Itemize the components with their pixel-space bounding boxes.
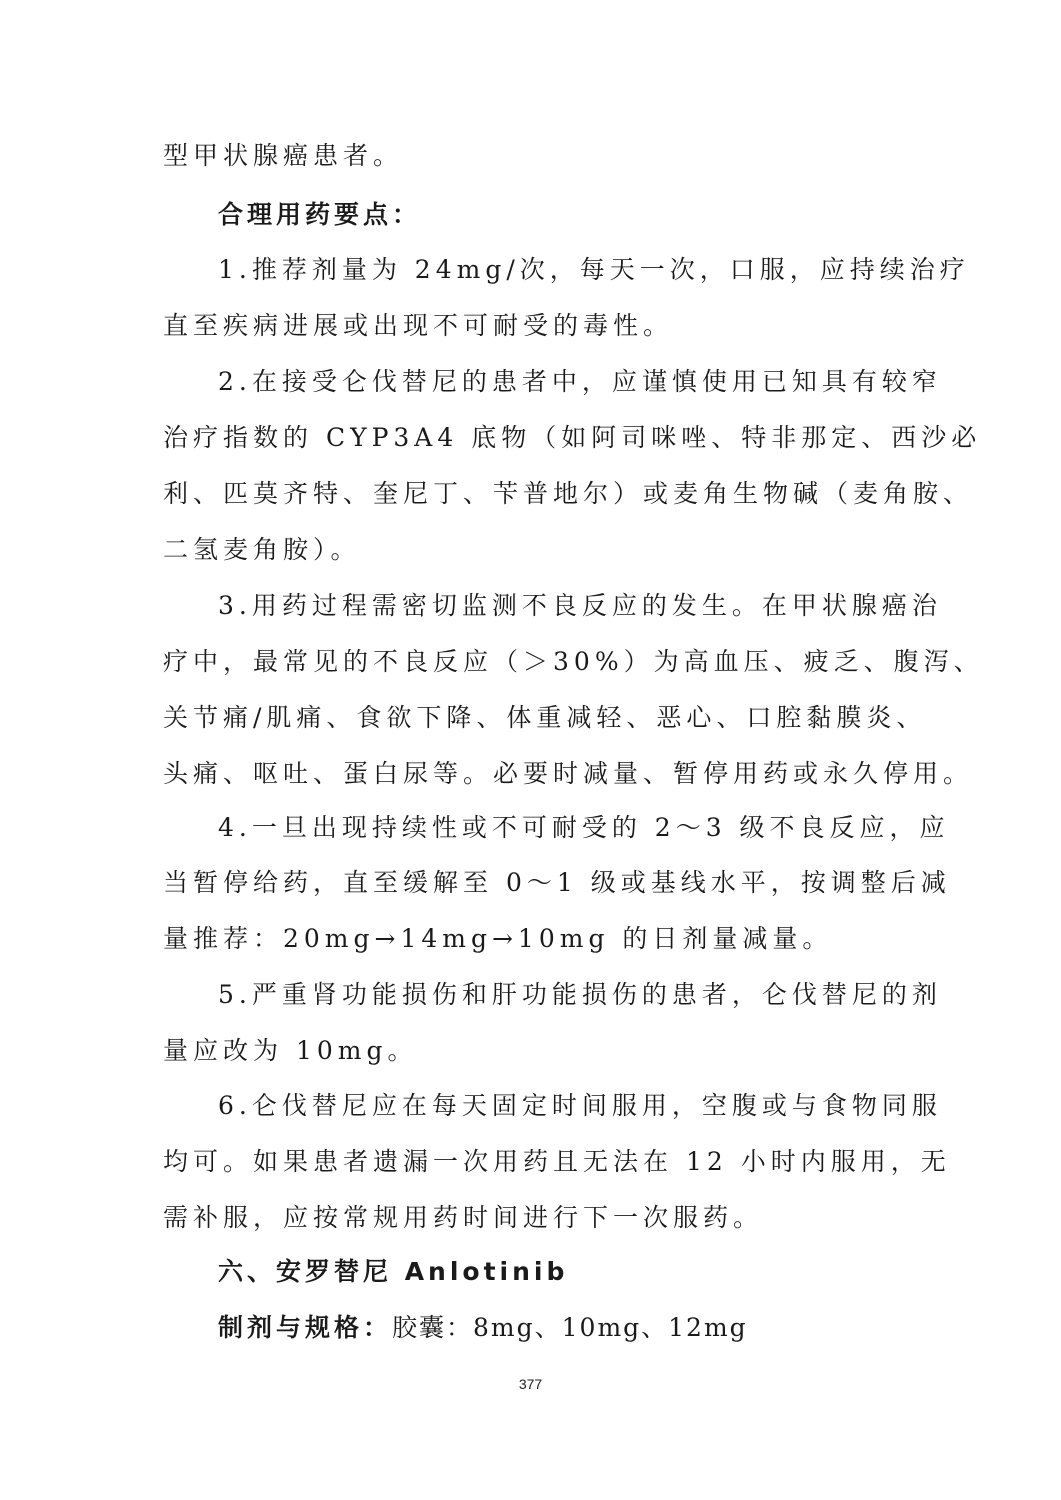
paragraph-line: 头痛、呕吐、蛋白尿等。必要时减量、暂停用药或永久停用。 [163, 759, 974, 788]
formulation-line [218, 1308, 748, 1348]
paragraph-line: 二氢麦角胺）。 [163, 535, 361, 564]
paragraph-line: 6.仑伐替尼应在每天固定时间服用，空腹或与食物同服 [218, 1091, 942, 1120]
paragraph-line: 关节痛/肌痛、食欲下降、体重减轻、恶心、口腔黏膜炎、 [163, 703, 927, 732]
paragraph-line: 5.严重肾功能损伤和肝功能损伤的患者，仑伐替尼的剂 [218, 980, 942, 1009]
section-heading-anlotinib: 六、安罗替尼 Anlotinib [218, 1257, 569, 1286]
paragraph-line: 均可。如果患者遗漏一次用药且无法在 12 小时内服用，无 [163, 1147, 951, 1176]
paragraph-line: 利、匹莫齐特、奎尼丁、苄普地尔）或麦角生物碱（麦角胺、 [163, 479, 974, 508]
formulation-value: 胶囊：8mg、10mg、12mg [392, 1313, 748, 1342]
page-number: 377 [518, 1376, 543, 1392]
paragraph-line: 4.一旦出现持续性或不可耐受的 2～3 级不良反应，应 [218, 813, 950, 842]
paragraph-line: 治疗指数的 CYP3A4 底物（如阿司咪唑、特非那定、西沙必 [163, 423, 982, 452]
paragraph-line: 1.推荐剂量为 24mg/次，每天一次，口服，应持续治疗 [218, 255, 970, 284]
section-heading-usage-points: 合理用药要点： [218, 200, 422, 229]
paragraph-line: 3.用药过程需密切监测不良反应的发生。在甲状腺癌治 [218, 591, 942, 620]
paragraph-line: 直至疾病进展或出现不可耐受的毒性。 [163, 311, 674, 340]
paragraph-line: 当暂停给药，直至缓解至 0～1 级或基线水平，按调整后减 [163, 868, 951, 897]
paragraph-line: 2.在接受仑伐替尼的患者中，应谨慎使用已知具有较窄 [218, 367, 942, 396]
paragraph-line: 疗中，最常见的不良反应（＞30%）为高血压、疲乏、腹泻、 [163, 647, 984, 676]
formulation-label: 制剂与规格： [218, 1313, 393, 1342]
paragraph-line: 量应改为 10mg。 [163, 1036, 418, 1065]
paragraph-line: 需补服，应按常规用药时间进行下一次服药。 [163, 1203, 764, 1232]
paragraph-line: 型甲状腺癌患者。 [163, 141, 404, 170]
paragraph-line: 量推荐：20mg→14mg→10mg 的日剂量减量。 [163, 924, 833, 953]
